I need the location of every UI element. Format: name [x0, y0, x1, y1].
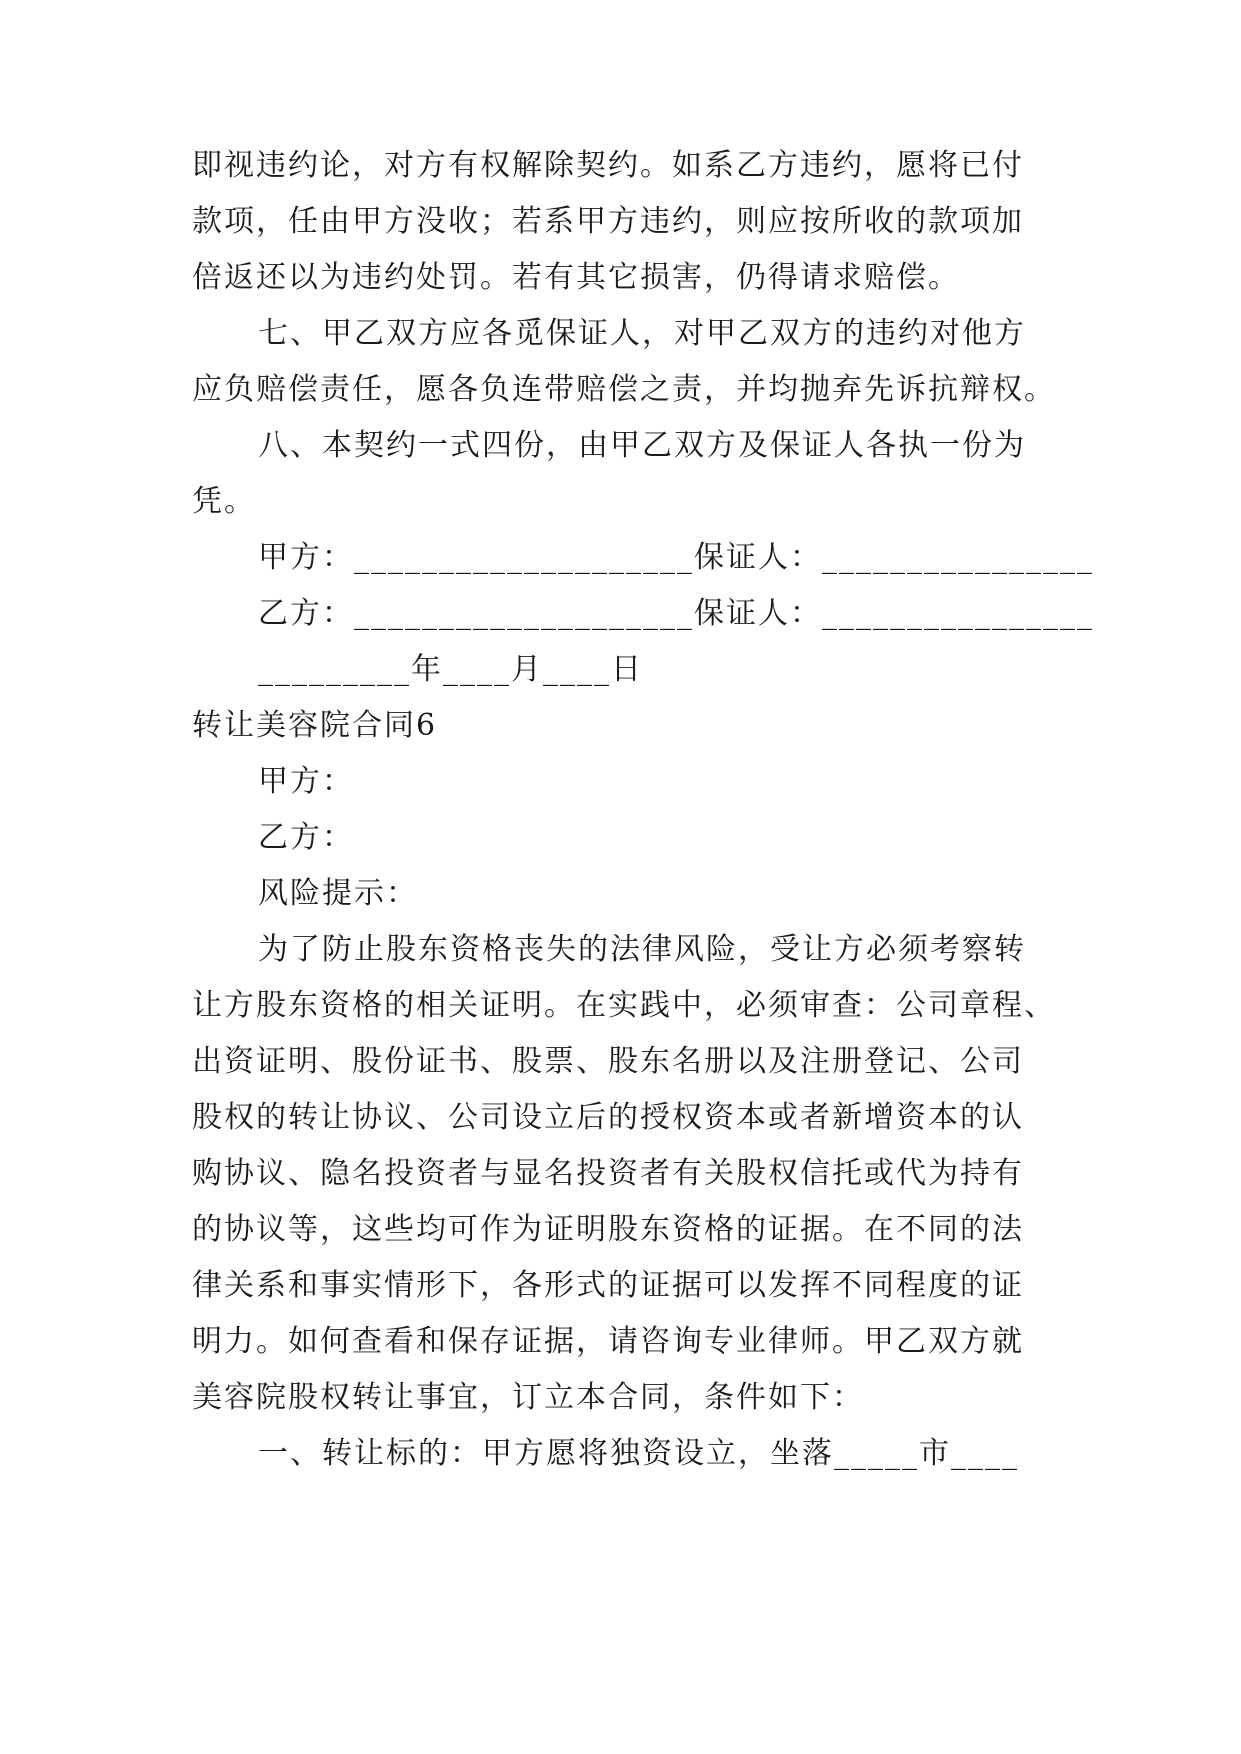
risk-notice-heading: 风险提示：: [258, 876, 418, 911]
paragraph-line: 七、甲乙双方应各觅保证人，对甲乙双方的违约对他方: [258, 316, 1026, 351]
paragraph-line: 应负赔偿责任，愿各负连带赔偿之责，并均抛弃先诉抗辩权。: [192, 372, 1056, 407]
party-a-label: 甲方：: [258, 764, 354, 799]
paragraph-line: 款项，任由甲方没收；若系甲方违约，则应按所收的款项加: [192, 204, 1024, 239]
section-title: 转让美容院合同6: [192, 708, 438, 743]
paragraph-line: 倍返还以为违约处罚。若有其它损害，仍得请求赔偿。: [192, 260, 960, 295]
paragraph-line: 美容院股权转让事宜，订立本合同，条件如下：: [192, 1380, 864, 1415]
paragraph-line: 凭。: [192, 484, 256, 519]
paragraph-line: 为了防止股东资格丧失的法律风险，受让方必须考察转: [258, 932, 1026, 967]
signature-line-party-a: 甲方：____________________保证人：________________: [258, 540, 1094, 575]
paragraph-line: 一、转让标的：甲方愿将独资设立，坐落_____市____: [258, 1436, 1019, 1471]
paragraph-line: 八、本契约一式四份，由甲乙双方及保证人各执一份为: [258, 428, 1026, 463]
paragraph-line: 的协议等，这些均可作为证明股东资格的证据。在不同的法: [192, 1212, 1024, 1247]
paragraph-line: 出资证明、股份证书、股票、股东名册以及注册登记、公司: [192, 1044, 1024, 1079]
paragraph-line: 即视违约论，对方有权解除契约。如系乙方违约，愿将已付: [192, 148, 1024, 183]
party-b-label: 乙方：: [258, 820, 354, 855]
paragraph-line: 让方股东资格的相关证明。在实践中，必须审查：公司章程、: [192, 988, 1056, 1023]
signature-line-party-b: 乙方：____________________保证人：________________: [258, 596, 1094, 631]
paragraph-line: 购协议、隐名投资者与显名投资者有关股权信托或代为持有: [192, 1156, 1024, 1191]
paragraph-line: 股权的转让协议、公司设立后的授权资本或者新增资本的认: [192, 1100, 1024, 1135]
paragraph-line: 律关系和事实情形下，各形式的证据可以发挥不同程度的证: [192, 1268, 1024, 1303]
paragraph-line: 明力。如何查看和保存证据，请咨询专业律师。甲乙双方就: [192, 1324, 1024, 1359]
date-line: _________年____月____日: [258, 652, 643, 687]
